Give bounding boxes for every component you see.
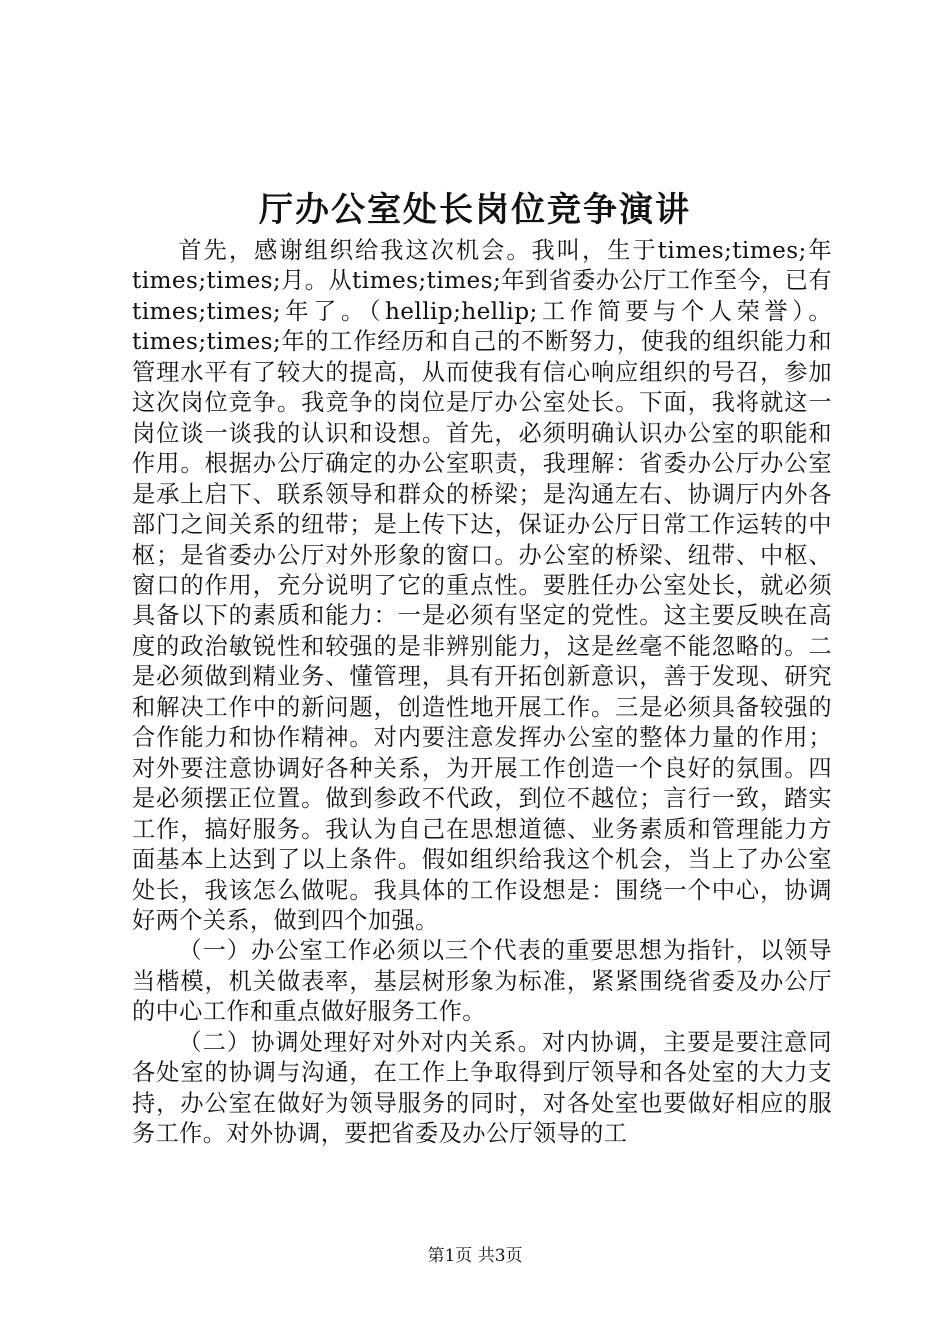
document-body bbox=[132, 236, 832, 1150]
paragraph-intro: 首先，感谢组织给我这次机会。我叫，生于times;times;年times;times;月。从times;times;年到省委办公厅工作至今，已有times;times;年了。（hellip;hellip;工作简要与个人荣誉）。times;times;年的工作经历和自己的不断努力，使我的组织能力和管理水平有了较大的提高，从而使我有信心响应组织的号召，参加这次岗位竞争。我竞争的岗位是厅办公室处长。下面，我将就这一岗位谈一谈我的认识和设想。首先，必须明确认识办公室的职能和作用。根据办公厅确定的办公室职责，我理解：省委办公厅办公室是承上启下、联系领导和群众的桥梁；是沟通左右、协调厅内外各部门之间关系的纽带；是上传下达，保证办公厅日常工作运转的中枢；是省委办公厅对外形象的窗口。办公室的桥梁、纽带、中枢、窗口的作用，充分说明了它的重点性。要胜任办公室处长，就必须具备以下的素质和能力：一是必须有坚定的党性。这主要反映在高度的政治敏锐性和较强的是非辨别能力，这是丝毫不能忽略的。二是必须做到精业务、懂管理，具有开拓创新意识，善于发现、研究和解决工作中的新问题，创造性地开展工作。三是必须具备较强的合作能力和协作精神。对内要注意发挥办公室的整体力量的作用；对外要注意协调好各种关系，为开展工作创造一个良好的氛围。四是必须摆正位置。做到参政不代政，到位不越位；言行一致，踏实工作，搞好服务。我认为自己在思想道德、业务素质和管理能力方面基本上达到了以上条件。假如组织给我这个机会，当上了办公室处长，我该怎么做呢。我具体的工作设想是：围绕一个中心，协调好两个关系，做到四个加强。 bbox=[132, 237, 832, 934]
document-title: 厅办公室处长岗位竞争演讲 bbox=[259, 190, 691, 230]
page-number-footer: 第1页 共3页 bbox=[427, 1246, 523, 1266]
paragraph-point-two: （二）协调处理好对外对内关系。对内协调，主要是要注意同各处室的协调与沟通，在工作上争取得到厅领导和各处室的大力支持，办公室在做好为领导服务的同时，对各处室也要做好相应的服务工作。对外协调，要把省委及办公厅领导的工 bbox=[132, 1028, 832, 1148]
paragraph-point-one: （一）办公室工作必须以三个代表的重要思想为指针，以领导当楷模，机关做表率，基层树形象为标准，紧紧围绕省委及办公厅的中心工作和重点做好服务工作。 bbox=[132, 937, 832, 1026]
